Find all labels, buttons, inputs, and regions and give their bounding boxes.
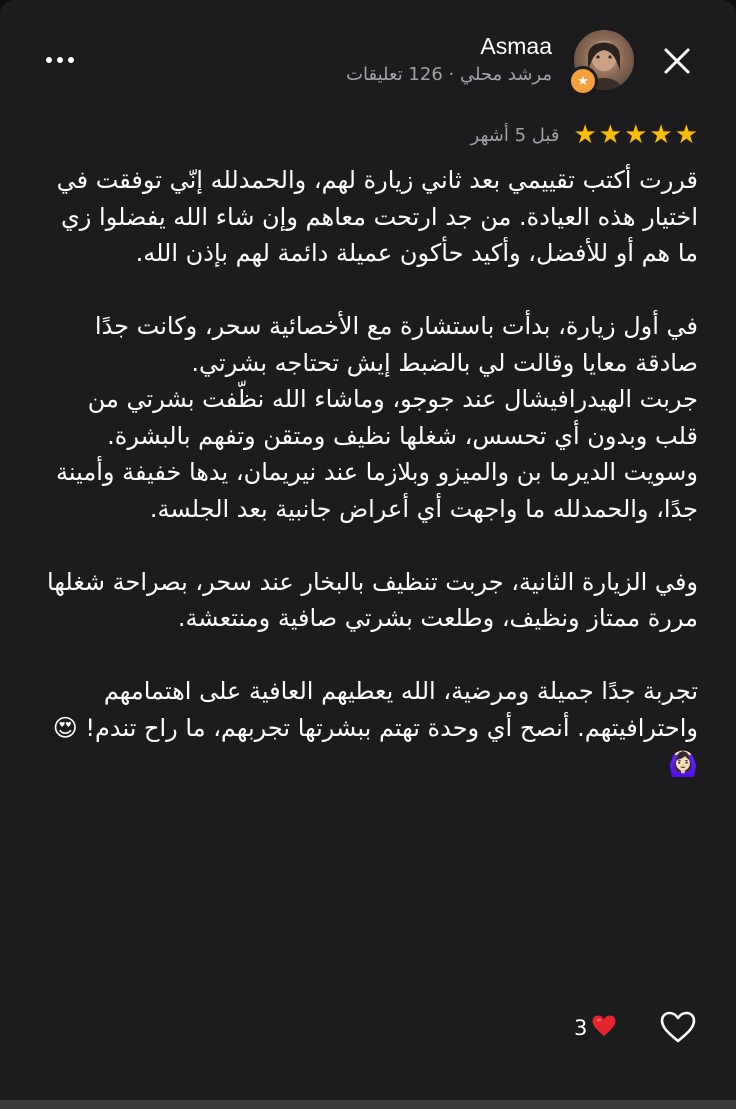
review-body bbox=[40, 162, 698, 783]
heart-outline-icon bbox=[659, 1010, 697, 1044]
review-paragraph: جربت الهيدرافيشال عند جوجو، وماشاء الله نظّفت بشرتي من قلب وبدون أي تحسس، شغلها نظيف ومتقن وتفهم بالبشرة. bbox=[87, 385, 698, 450]
star-icon: ★ bbox=[624, 120, 648, 150]
star-badge-icon: ★ bbox=[577, 73, 589, 89]
star-rating bbox=[573, 122, 698, 148]
review-header bbox=[0, 0, 736, 115]
reaction-summary[interactable] bbox=[574, 1013, 617, 1043]
review-paragraph: وفي الزيارة الثانية، جربت تنظيف بالبخار عند سحر، بصراحة شغلها مررة ممتاز ونظيف، وطلعت بشرتي صافية ومنتعشة. bbox=[47, 567, 698, 632]
bottom-divider bbox=[0, 1100, 736, 1109]
review-paragraph: تجربة جدًا جميلة ومرضية، الله يعطيهم العافية على اهتمامهم واحترافيتهم. أنصح أي وحدة تهتم ببشرتها تجربهم، ما راح تندم! 😍🙆🏻‍♀️ bbox=[52, 677, 698, 778]
star-icon: ★ bbox=[674, 120, 698, 150]
close-icon bbox=[662, 46, 692, 76]
local-guide-badge bbox=[568, 66, 598, 96]
red-heart-icon bbox=[591, 1014, 617, 1042]
reaction-count: 3 bbox=[574, 1016, 588, 1040]
star-icon: ★ bbox=[649, 120, 673, 150]
review-paragraph: وسويت الديرما بن والميزو وبلازما عند نيريمان، يدها خفيفة وأمينة جدًا، والحمدلله ما واجهت أي أعراض جانبية بعد الجلسة. bbox=[56, 458, 698, 523]
close-button[interactable] bbox=[656, 40, 698, 82]
user-avatar[interactable] bbox=[574, 30, 634, 90]
more-options-button[interactable] bbox=[40, 48, 80, 72]
review-date: قبل 5 أشهر bbox=[470, 124, 560, 146]
review-paragraph: قررت أكتب تقييمي بعد ثاني زيارة لهم، والحمدلله إنّي توفقت في اختيار هذه العيادة. من جد ارتحت معاهم وإن شاء الله يفضلوا زي ما هم أو للأفضل، وأكيد حأكون عميلة دائمة لهم بإذن الله. bbox=[56, 166, 698, 267]
more-options-icon bbox=[46, 57, 52, 63]
review-footer bbox=[0, 1005, 736, 1053]
user-name[interactable]: Asmaa bbox=[480, 33, 552, 59]
user-meta: مرشد محلي · 126 تعليقات bbox=[346, 64, 552, 85]
rating-row bbox=[471, 120, 698, 150]
star-icon: ★ bbox=[598, 120, 623, 150]
star-icon: ★ bbox=[573, 120, 597, 150]
like-button[interactable] bbox=[656, 1005, 700, 1049]
review-paragraph: في أول زيارة، بدأت باستشارة مع الأخصائية سحر، وكانت جدًا صادقة معايا وقالت لي بالضبط إيش تحتاجه بشرتي. bbox=[94, 312, 698, 377]
